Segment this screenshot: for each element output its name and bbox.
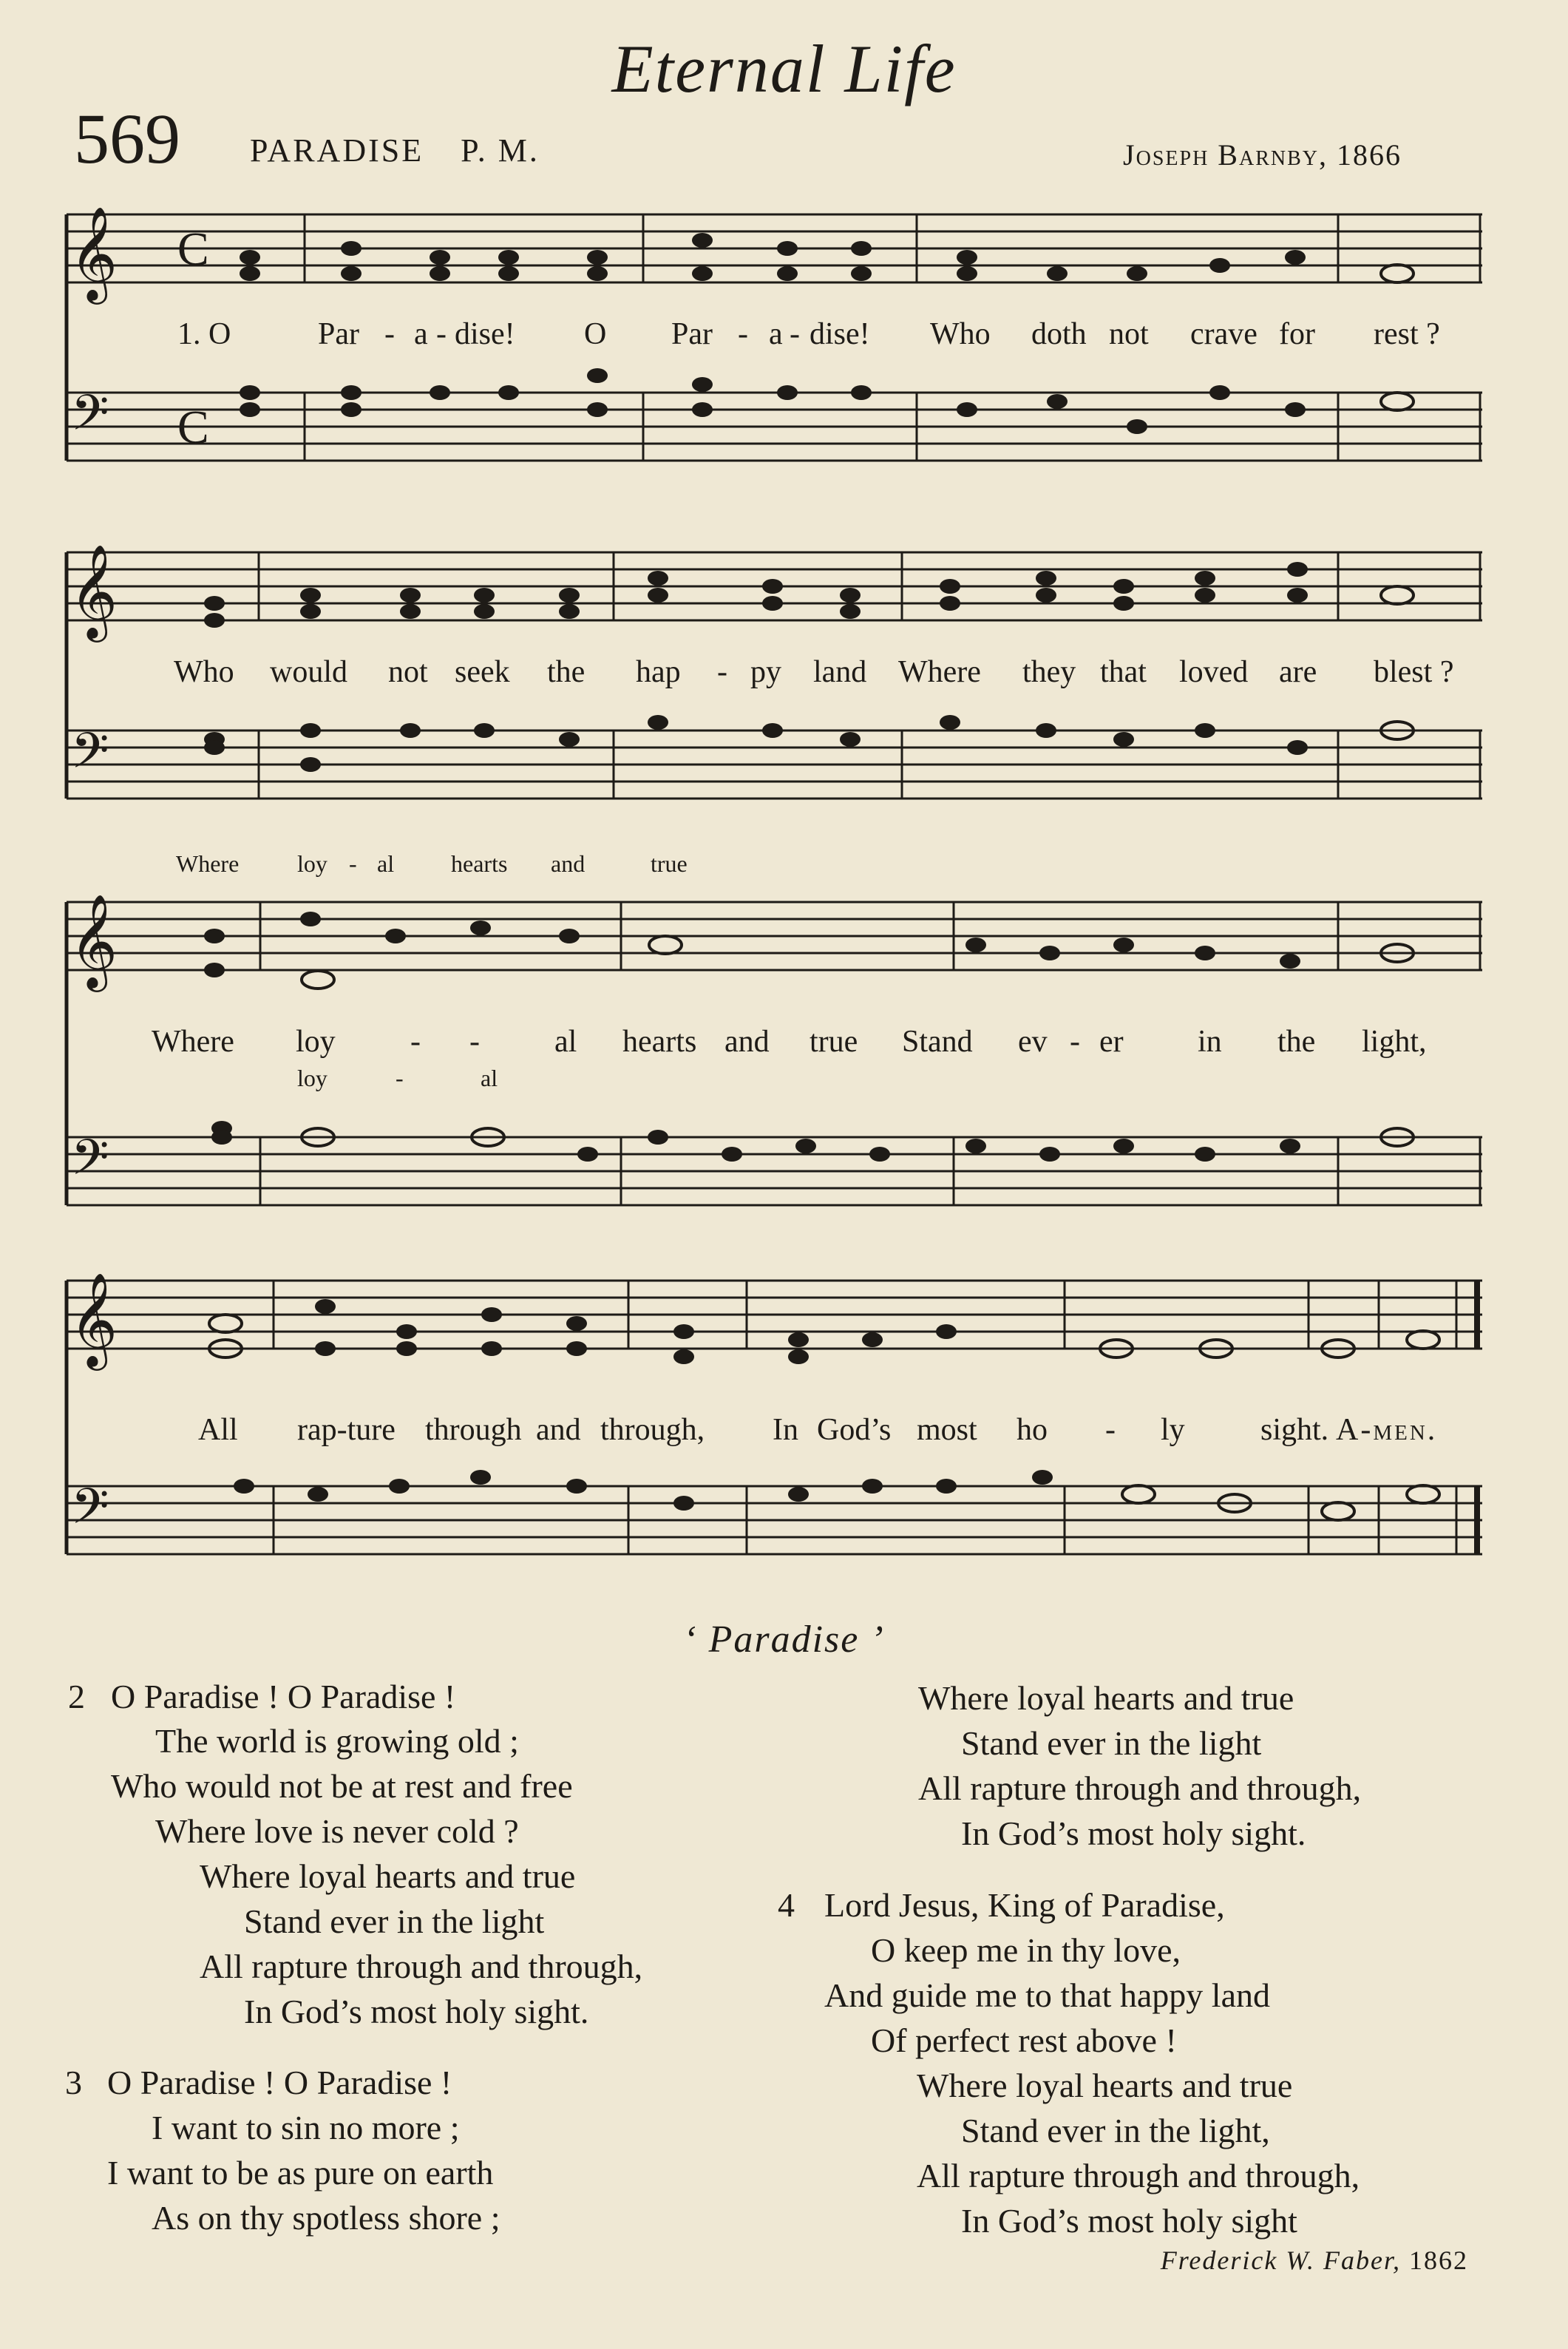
notes-treble	[204, 562, 1308, 628]
notes-bass	[211, 1121, 1300, 1162]
music-system-2	[67, 536, 1482, 832]
lyric-s1-9: a	[769, 317, 783, 351]
bass-staff	[67, 1137, 1482, 1205]
lyric-s1-11: dise!	[810, 317, 870, 351]
time-signature-bass: C	[177, 401, 209, 453]
verse-2-line-2: The world is growing old ;	[155, 1722, 519, 1760]
verse-4-line-5: Where loyal hearts and true	[917, 2067, 1293, 2104]
lyric-s3-above-6: true	[651, 850, 688, 877]
lyric-s1-3: a	[414, 317, 428, 351]
lyric-s2-11: that	[1100, 655, 1147, 689]
time-signature-treble: C	[177, 223, 209, 275]
notes-treble	[240, 233, 1306, 281]
composer-year: 1866	[1337, 138, 1402, 172]
lyric-s3-2: -	[410, 1025, 421, 1059]
lyric-s2-4: the	[547, 655, 586, 689]
lyric-s3-3: -	[469, 1025, 480, 1059]
lyric-s3-11: er	[1099, 1025, 1124, 1059]
lyric-s2-10: they	[1022, 655, 1076, 689]
lyric-s1-0: 1. O	[177, 317, 231, 351]
verse-3-line-6: Stand ever in the light	[961, 1724, 1262, 1762]
music-system-1	[67, 198, 1482, 494]
notes-bass	[240, 368, 1306, 434]
lyric-s3-4: al	[554, 1025, 577, 1059]
lyric-s3-below-1: -	[396, 1065, 404, 1091]
lyric-s1-15: crave	[1190, 317, 1258, 351]
treble-clef-glyph: 𝄞	[69, 1272, 118, 1366]
verse-3-line-3: I want to be as pure on earth	[107, 2154, 494, 2192]
lyric-s3-below-2: al	[481, 1065, 498, 1091]
notes-bass	[234, 1470, 1053, 1511]
lyric-s1-14: not	[1109, 317, 1149, 351]
lyric-s2-12: loved	[1179, 655, 1249, 689]
verse-3-line-4: As on thy spotless shore ;	[152, 2199, 500, 2237]
lyric-s2-5: hap	[636, 655, 681, 689]
verse-4-line-6: Stand ever in the light,	[961, 2112, 1270, 2149]
attribution-year: 1862	[1409, 2245, 1468, 2275]
lyric-s2-8: land	[813, 655, 867, 689]
lyric-amen: A-men.	[1336, 1413, 1438, 1447]
verse-4-line-3: And guide me to that happy land	[824, 1976, 1270, 2014]
lyric-s1-12: Who	[930, 317, 991, 351]
verse-2-line-1: O Paradise ! O Paradise !	[111, 1678, 456, 1715]
lyric-s4-11: sight.	[1260, 1413, 1329, 1447]
verse-3-line-1: O Paradise ! O Paradise !	[107, 2064, 452, 2101]
composer-name: Joseph Barnby,	[1123, 138, 1328, 172]
staff-svg-3	[67, 850, 1482, 1227]
treble-staff	[67, 902, 1482, 970]
section-title: Eternal Life	[611, 31, 957, 106]
lyric-s2-9: Where	[898, 655, 981, 689]
notes-treble	[204, 912, 1300, 977]
lyric-s3-above-1: loy	[297, 850, 327, 877]
lyric-s3-above-0: Where	[176, 850, 240, 877]
bass-clef-glyph: 𝄢	[71, 722, 109, 791]
lyric-s3-12: in	[1198, 1025, 1222, 1059]
tune-line	[250, 132, 540, 169]
treble-staff	[67, 214, 1482, 282]
bass-staff	[67, 393, 1482, 461]
music-system-3	[67, 850, 1482, 1227]
lyric-s2-7: py	[750, 655, 781, 689]
lyric-s1-4: -	[436, 317, 447, 351]
verse-2-line-5: Where loyal hearts and true	[200, 1857, 576, 1895]
lyric-s4-8: ho	[1017, 1413, 1048, 1447]
lyric-s1-13: doth	[1031, 317, 1087, 351]
lyric-s1-6: O	[584, 317, 607, 351]
verse-4-line-7: All rapture through and through,	[917, 2157, 1360, 2194]
lyric-s1-2: -	[384, 317, 395, 351]
verse-number-2: 2	[68, 1678, 85, 1715]
verse-number-3: 3	[65, 2064, 82, 2101]
verse-4-line-8: In God’s most holy sight	[961, 2202, 1297, 2240]
lyric-s1-8: -	[738, 317, 748, 351]
verse-4-line-1: Lord Jesus, King of Paradise,	[824, 1886, 1225, 1924]
verse-3-line-8: In God’s most holy sight.	[961, 1814, 1306, 1852]
lyric-s3-14: light,	[1362, 1025, 1427, 1059]
attribution-author: Frederick W. Faber,	[1160, 2245, 1401, 2275]
lyric-s2-13: are	[1279, 655, 1317, 689]
bass-clef-glyph: 𝄢	[71, 384, 109, 453]
lyric-s3-1: loy	[296, 1025, 336, 1059]
lyric-s2-0: Who	[174, 655, 234, 689]
verse-3-line-5: Where loyal hearts and true	[918, 1679, 1294, 1717]
lyric-s3-9: ev	[1018, 1025, 1048, 1059]
lyric-s4-10: ly	[1161, 1413, 1185, 1447]
lyric-s4-7: most	[917, 1413, 977, 1447]
notes-bass	[204, 715, 1308, 772]
verse-2-line-6: Stand ever in the light	[244, 1902, 545, 1940]
lyric-s3-above-5: and	[551, 850, 586, 877]
bass-clef-glyph: 𝄢	[71, 1129, 109, 1198]
verse-2-line-3: Who would not be at rest and free	[111, 1767, 573, 1805]
lyric-s2-2: not	[388, 655, 428, 689]
poem-title: ‘ Paradise ’	[683, 1618, 885, 1661]
lyric-s4-2: through	[425, 1413, 522, 1447]
lyric-s3-above-3: al	[377, 850, 395, 877]
lyric-s3-7: true	[810, 1025, 858, 1059]
music-system-4	[67, 1264, 1482, 1604]
tune-name: PARADISE	[250, 132, 424, 169]
lyric-s4-4: through,	[600, 1413, 705, 1447]
lyric-s1-10: -	[790, 317, 800, 351]
lyric-s1-17: rest ?	[1374, 317, 1440, 351]
lyric-s1-16: for	[1279, 317, 1315, 351]
lyric-s4-5: In	[773, 1413, 798, 1447]
lyric-s3-0: Where	[152, 1025, 234, 1059]
lyric-s4-9: -	[1105, 1413, 1116, 1447]
lyric-s2-3: seek	[455, 655, 510, 689]
lyric-s3-6: and	[724, 1025, 770, 1059]
hymn-number: 569	[74, 99, 180, 178]
verse-3-line-7: All rapture through and through,	[918, 1769, 1362, 1807]
halfnotes-treble	[209, 1315, 1439, 1357]
verse-2-line-7: All rapture through and through,	[200, 1948, 643, 1985]
lyric-s4-3: and	[536, 1413, 581, 1447]
verse-4-line-4: Of perfect rest above !	[871, 2021, 1177, 2059]
lyric-s1-5: dise!	[455, 317, 515, 351]
lyric-s3-above-2: -	[349, 850, 357, 877]
tune-meter: P. M.	[461, 132, 540, 169]
lyric-s1-7: Par	[671, 317, 713, 351]
treble-clef-glyph: 𝄞	[69, 893, 118, 988]
lyric-s3-8: Stand	[902, 1025, 973, 1059]
composer	[1123, 138, 1402, 172]
lyric-s2-1: would	[270, 655, 347, 689]
treble-staff	[67, 1281, 1482, 1349]
lyric-s2-14: blest ?	[1374, 655, 1454, 689]
lyric-s4-1: rap-ture	[297, 1413, 396, 1447]
lyric-s2-6: -	[717, 655, 727, 689]
halfnotes-treble	[302, 936, 1413, 989]
verse-3-line-2: I want to sin no more ;	[152, 2109, 460, 2146]
verse-number-4: 4	[778, 1886, 795, 1924]
lyric-s3-13: the	[1277, 1025, 1316, 1059]
verse-2-line-8: In God’s most holy sight.	[244, 1993, 589, 2030]
attribution	[1161, 2245, 1468, 2276]
bass-staff	[67, 731, 1482, 799]
lyric-s4-0: All	[198, 1413, 238, 1447]
verse-2-line-4: Where love is never cold ?	[155, 1812, 519, 1850]
verse-4-line-2: O keep me in thy love,	[871, 1931, 1181, 1969]
treble-clef-glyph: 𝄞	[69, 206, 118, 300]
lyric-s3-5: hearts	[622, 1025, 697, 1059]
lyric-s3-below-0: loy	[297, 1065, 327, 1091]
lyric-s4-6: God’s	[817, 1413, 892, 1447]
bass-staff	[67, 1486, 1482, 1554]
lyric-s1-1: Par	[318, 317, 359, 351]
lyric-s3-above-4: hearts	[451, 850, 508, 877]
bass-clef-glyph: 𝄢	[71, 1478, 109, 1547]
lyric-s3-10: -	[1070, 1025, 1080, 1059]
treble-clef-glyph: 𝄞	[69, 543, 118, 638]
